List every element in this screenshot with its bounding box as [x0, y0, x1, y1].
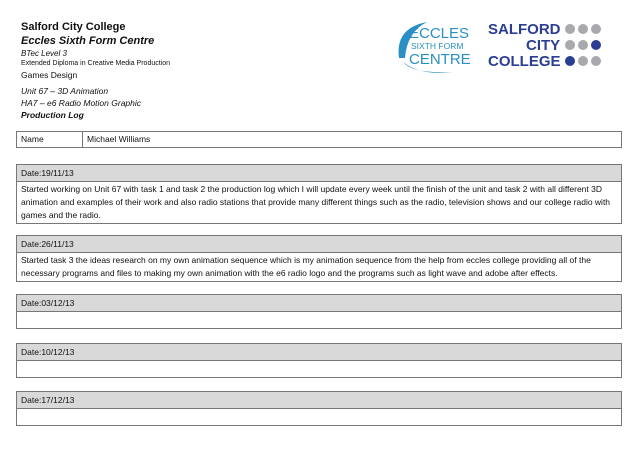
student-name-table: [16, 131, 622, 148]
salford-college-logo: [488, 19, 608, 69]
course-name: Games Design: [21, 70, 78, 80]
name-label: Name: [17, 132, 83, 147]
eccles-logo: [393, 18, 473, 78]
salford-logo-line1: SALFORD: [488, 21, 561, 38]
diploma-title: Extended Diploma in Creative Media Production: [21, 60, 171, 67]
entry-text: Started working on Unit 67 with task 1 and task 2 the production log which I will update every week until the finish of the unit and task 2 with all different 3D animation and examples of their work and also radio stations that provide many different things such as the radio, television shows and our college radio with games and the radio.: [21, 184, 611, 220]
salford-logo-line2: CITY: [526, 37, 561, 54]
eccles-logo-line2: SIXTH FORM: [411, 41, 464, 51]
salford-logo-dots: [565, 24, 601, 66]
entry-text: Started task 3 the ideas research on my own animation sequence which is my animation sequence from the help from eccles college providing all of the necessary programs and files to making my own animation with the e6 radio logo and the programs such as light wave and adobe after effects.: [21, 255, 591, 278]
eccles-logo-line1: ECCLES: [409, 25, 470, 42]
qualification-level: BTec Level 3: [21, 49, 67, 58]
log-entry: [16, 391, 622, 426]
centre-name: Eccles Sixth Form Centre: [21, 35, 155, 47]
entry-text: [17, 409, 621, 425]
log-entry: [16, 294, 622, 329]
student-name: Michael Williams: [87, 134, 151, 144]
document-header: [21, 21, 381, 121]
entry-text: [17, 312, 621, 328]
entry-date: Date:19/11/13: [17, 165, 621, 182]
log-entry: [16, 343, 622, 378]
entry-date: Date:26/11/13: [17, 236, 621, 253]
college-name: Salford City College: [21, 21, 126, 33]
entry-date: Date:03/12/13: [17, 295, 621, 312]
entry-date: Date:10/12/13: [17, 344, 621, 361]
salford-logo-line3: COLLEGE: [488, 53, 561, 69]
production-log-title: Production Log: [21, 110, 84, 120]
entry-date: Date:17/12/13: [17, 392, 621, 409]
unit-title: Unit 67 – 3D Animation: [21, 86, 109, 96]
assignment-title: HA7 – e6 Radio Motion Graphic: [21, 98, 142, 108]
log-entry: [16, 235, 622, 282]
entry-text: [17, 361, 621, 377]
eccles-logo-line3: CENTRE: [409, 51, 471, 68]
log-entry: [16, 164, 622, 224]
